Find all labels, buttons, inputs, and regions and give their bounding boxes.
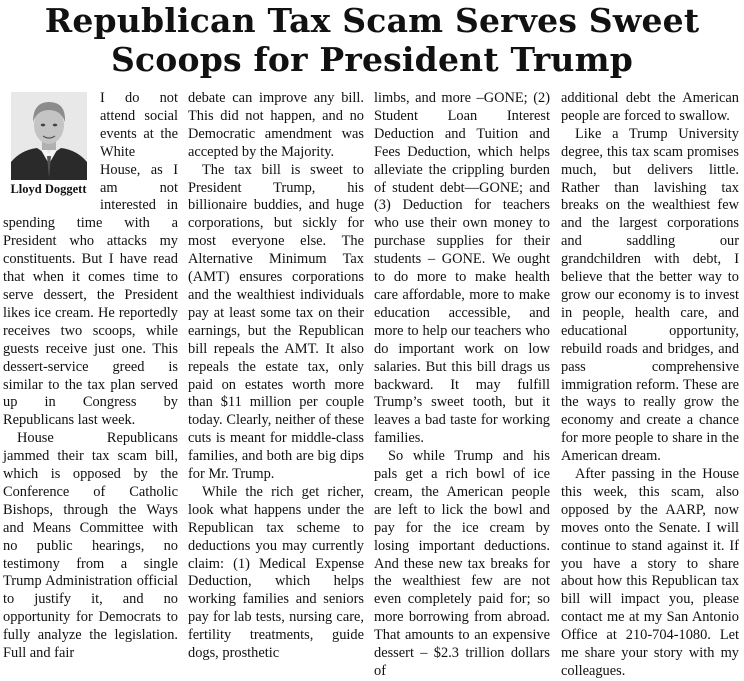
article-column-2 <box>188 90 364 663</box>
headline-line-2: Scoops for President Trump <box>110 40 633 79</box>
column-2-paragraph-1: debate can improve any bill. This did not happen, and no Democratic amendment was accepted by the Majority. <box>188 90 364 160</box>
author-portrait-image <box>11 92 87 180</box>
column-4-paragraph-1: additional debt the American people are forced to swallow. <box>561 90 739 124</box>
column-2-paragraph-2: The tax bill is sweet to President Trump, his billionaire buddies, and huge corporations, but sickly for most everyone else. The Alternative Minimum Tax (AMT) ensures corporations and the wealthiest individuals pay at least some tax on their earnings, but the Republican bill repeals the AMT. It also repeals the estate tax, only paid on estates worth more than $11 million per couple today. Clearly, neither of these cuts is meant for middle-class families, and both are big dips for Mr. Trump. <box>188 161 364 483</box>
author-photo <box>3 92 94 196</box>
headline <box>0 0 744 79</box>
column-1-paragraph-2: House Republicans jammed their tax scam bill, which is opposed by the Conference of Catholic Bishops, through the Ways and Means Committee with no public hearings, no testimony from a single Trump Administration official to justify it, and no opportunity for Democrats to fully analyze the legislation. Full and fair <box>3 430 178 662</box>
column-4-paragraph-3: After passing in the House this week, this scam, also opposed by the AARP, now moves onto the Senate. I will continue to stand against it. If you have a story to share about how this Republican tax bill will impact you, please contact me at my San Antonio Office at 210-704-1080. Let me share your story with my colleagues. <box>561 466 739 679</box>
column-3-paragraph-1: limbs, and more –GONE; (2) Student Loan Interest Deduction and Tuition and Fees Deduction, which helps alleviate the crippling burden of student debt—GONE; and (3) Deduction for teachers who use their own money to purchase supplies for their students – GONE. We ought to do more to make health care affordable, more to make education accessible, and more to help our teachers who do important work on low salaries. But this bill drags us backward. It may fulfill Trump’s sweet tooth, but it leaves a bad taste for working families. <box>374 90 550 447</box>
column-4-paragraph-2: Like a Trump University degree, this tax scam promises much, but delivers little. Rather than lavishing tax breaks on the wealthiest few and the largest corporations and saddling our grandchildren with debt, I believe that the better way to grow our economy is to invest in people, health care, and educational opportunity, rebuild roads and bridges, and pass comprehensive immigration reform. These are the ways to really grow the economy and create a chance for more people to share in the American dream. <box>561 125 739 465</box>
article-column-4 <box>561 90 739 681</box>
column-1-paragraph-1: I do not attend social events at the White House, as I am not interested in spending time with a President who attacks my constituents. But I have read that when it comes time to serve dessert, the President likes ice cream. He reportedly receives two scoops, while guests receive just one. This dessert-service greed is similar to the tax plan served up in Congress by Republicans last week. <box>3 90 178 429</box>
article-column-1 <box>3 90 178 663</box>
headline-line-1: Republican Tax Scam Serves Sweet <box>44 1 700 40</box>
column-2-paragraph-3: While the rich get richer, look what happens under the Republican tax scheme to deductions you may currently claim: (1) Medical Expense Deduction, which helps working families and seniors pay for lab tests, nursing care, fertility treatments, guide dogs, prosthetic <box>188 483 364 662</box>
article-column-3 <box>374 90 550 681</box>
column-3-paragraph-2: So while Trump and his pals get a rich bowl of ice cream, the American people are left to lick the bowl and pay for the ice cream by losing important deductions. And these new tax breaks for the wealthiest few are not even completely paid for; so more borrowing from abroad. That amounts to an expensive dessert – $2.3 trillion dollars of <box>374 448 550 679</box>
photo-caption: Lloyd Doggett <box>10 182 87 196</box>
